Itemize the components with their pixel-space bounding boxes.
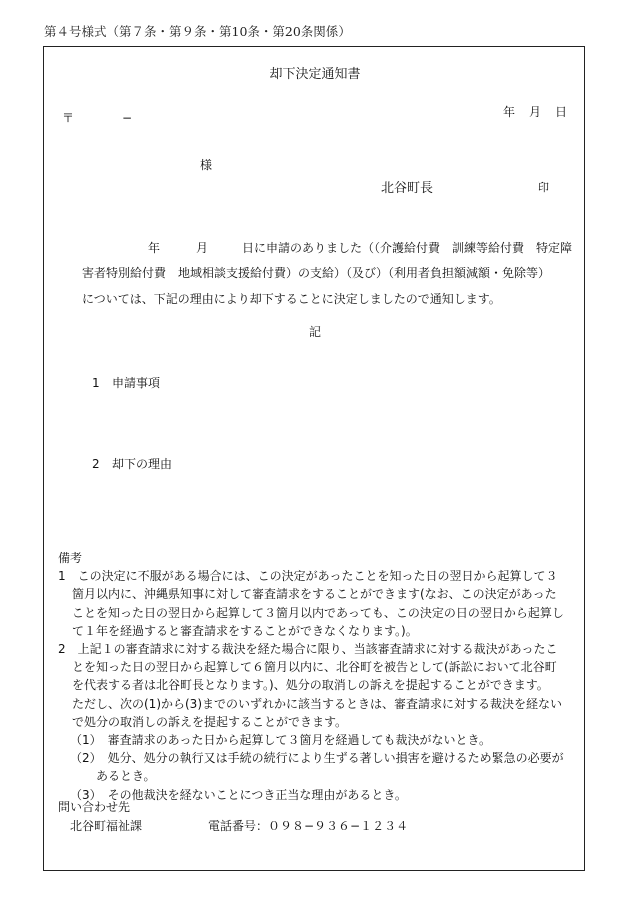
seal-mark: 印: [538, 181, 549, 194]
note-subitem: （2） 処分、処分の執行又は手続の続行により生ずる著しい損害を避けるため緊急の必要が: [70, 751, 564, 766]
body-year: 年: [148, 241, 161, 255]
body-line-2: 害者特別給付費 地域相談支援給付費）の支給）（及び）（利用者負担額減額・免除等）: [82, 266, 551, 280]
issuer-name: 北谷町長: [381, 181, 434, 196]
note-line: とを知った日の翌日から起算して６箇月以内に、北谷町を被告として(訴訟において北谷町: [72, 660, 557, 675]
date-line: 年 月 日: [503, 105, 569, 119]
note-line: で処分の取消しの訴えを提起することができます。: [72, 714, 348, 729]
note-subitem-cont: あるとき。: [96, 769, 156, 784]
notes-section: [58, 549, 564, 804]
item-number: 1: [92, 376, 100, 390]
note-line: ただし、次の(1)から(3)までのいずれかに該当するときは、審査請求に対する裁決を経ない: [72, 696, 562, 711]
item-reason: [92, 455, 172, 472]
item-application: [92, 374, 160, 391]
note-line: ことを知った日の翌日から起算して３箇月以内であっても、この決定の日の翌日から起算し: [72, 605, 564, 620]
note-subitem: （1） 審査請求のあった日から起算して３箇月を経過しても裁決がないとき。: [70, 733, 492, 748]
contact-line: [58, 817, 408, 836]
body-line-1: [148, 239, 572, 256]
form-number-header: 第４号様式（第７条・第９条・第10条・第20条関係）: [44, 24, 351, 39]
note-line: 1 この決定に不服がある場合には、この決定があったことを知った日の翌日から起算して３: [58, 569, 558, 584]
contact-section: [58, 798, 408, 836]
note-line: て１年を経過すると審査請求をすることができなくなります。)。: [72, 623, 418, 638]
note-line: 2 上記１の審査請求に対する裁決を経た場合に限り、当該審査請求に対する裁決があったこ: [58, 642, 558, 657]
addressee-suffix: 様: [200, 158, 213, 172]
ki-heading: 記: [308, 325, 321, 339]
body-month: 月: [196, 241, 209, 255]
item-number: 2: [92, 457, 100, 471]
contact-org: 北谷町福祉課: [70, 819, 143, 833]
item-label: 申請事項: [112, 376, 161, 390]
item-label: 却下の理由: [112, 457, 173, 471]
postal-code-mark: 〒 −: [62, 111, 133, 125]
note-subitem: （3） その他裁決を経ないことにつき正当な理由があるとき。: [70, 787, 407, 802]
contact-phone: 電話番号：０９８−９３６−１２３４: [208, 819, 409, 833]
body-line-1-rest: 日に申請のありました（（介護給付費 訓練等給付費 特定障: [242, 241, 573, 255]
document-title: 却下決定通知書: [269, 67, 361, 82]
note-line: 箇月以内に、沖縄県知事に対して審査請求をすることができます(なお、この決定があった: [72, 587, 557, 602]
body-line-3: については、下記の理由により却下することに決定しましたので通知します。: [82, 292, 501, 306]
contact-heading: 問い合わせ先: [58, 800, 131, 814]
notes-heading: 備考: [58, 551, 83, 565]
note-line: を代表する者は北谷町長となります。)、処分の取消しの訴えを提起することができます。: [72, 678, 549, 693]
